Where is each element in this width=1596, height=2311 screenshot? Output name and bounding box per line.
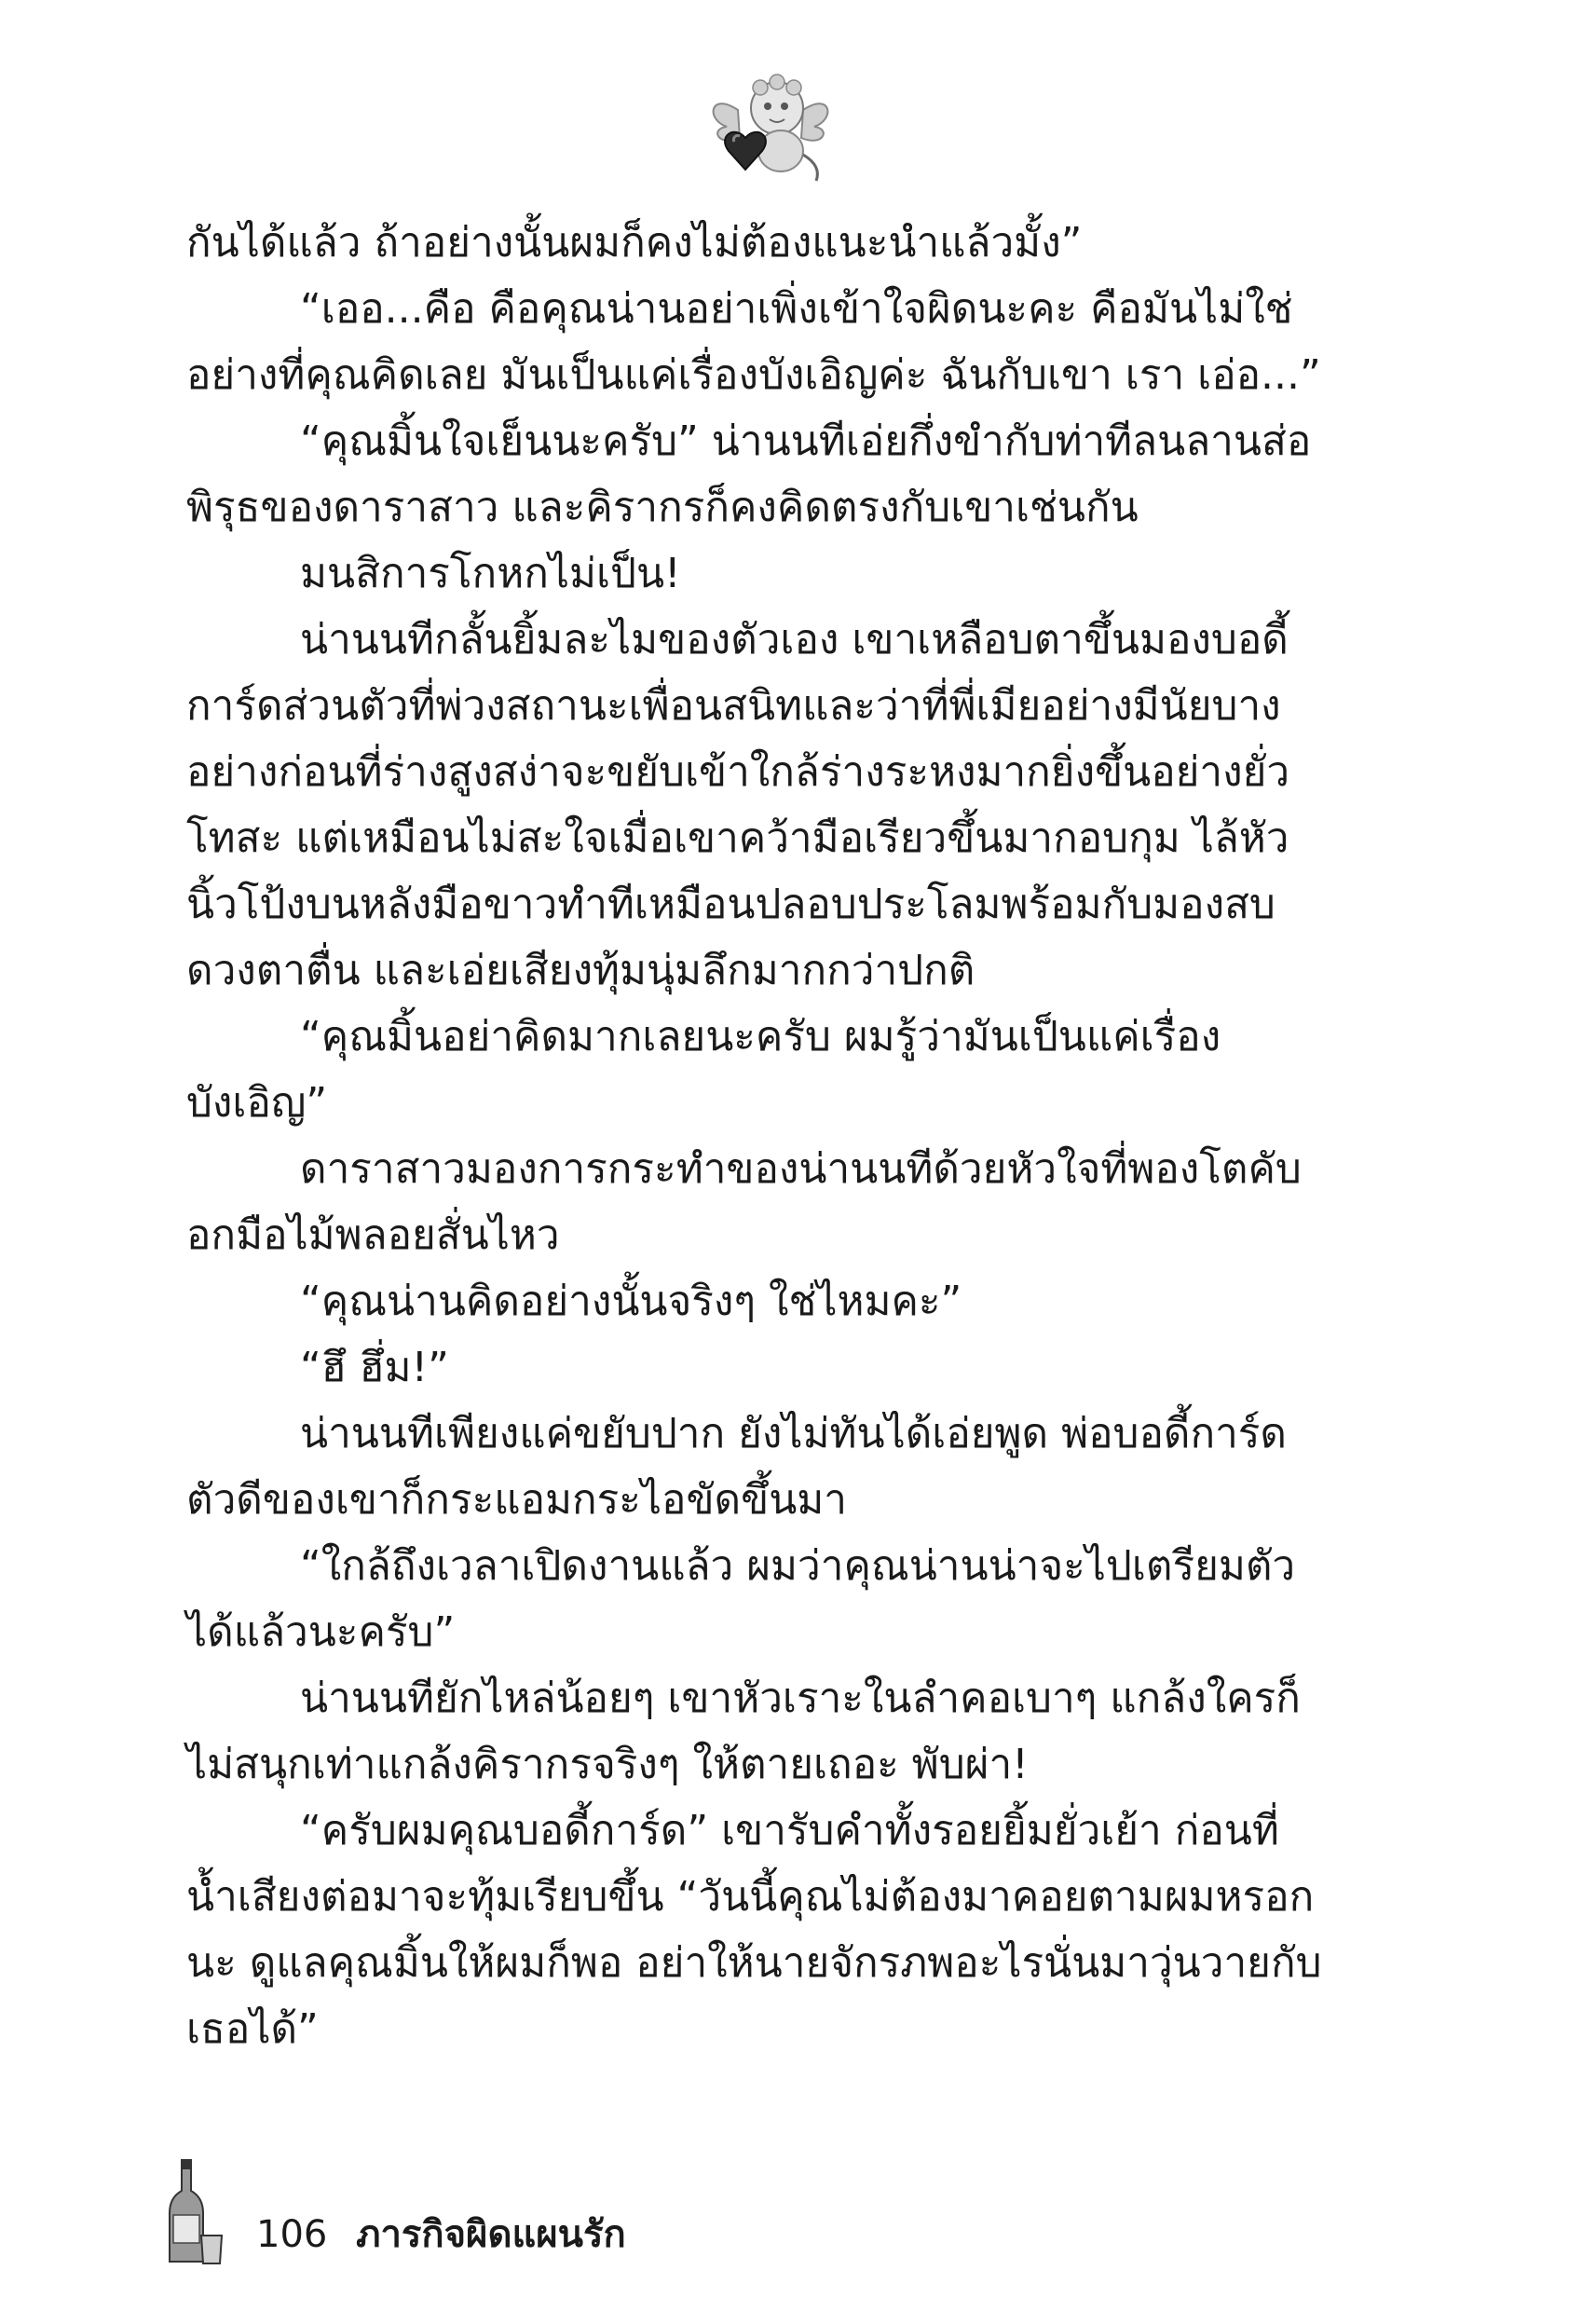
paragraph: ดาราสาวมองการกระทำของน่านนทีด้วยหัวใจที่พองโตคับอกมือไม้พลอยสั่นไหว (186, 1145, 1302, 1259)
paragraph: กันได้แล้ว ถ้าอย่างนั้นผมก็คงไม่ต้องแนะนำแล้วมั้ง” (186, 219, 1083, 267)
cupid-heart-icon (701, 73, 840, 185)
paragraph: “เออ...คือ คือคุณน่านอย่าเพิ่งเข้าใจผิดนะคะ คือมันไม่ใช่อย่างที่คุณคิดเลย มันเป็นแค่เรื่องบังเอิญค่ะ ฉันกับเขา เรา เอ่อ...” (186, 285, 1321, 399)
paragraph: น่านนทีเพียงแค่ขยับปาก ยังไม่ทันได้เอ่ยพูด พ่อบอดี้การ์ดตัวดีของเขาก็กระแอมกระไอขัดขึ้นมา (186, 1410, 1288, 1524)
page-number: 106 (256, 2213, 328, 2256)
paragraph: “คุณมิ้นอย่าคิดมากเลยนะครับ ผมรู้ว่ามันเป็นแค่เรื่องบังเอิญ” (186, 1013, 1221, 1127)
body-text (186, 210, 1323, 2062)
book-title: ภารกิจผิดแผนรัก (356, 2213, 626, 2256)
paragraph: “คุณมิ้นใจเย็นนะครับ” น่านนทีเอ่ยกึ่งขำกับท่าทีลนลานส่อพิรุธของดาราสาว และคิรากรก็คงคิดตรงกับเขาเช่นกัน (186, 417, 1312, 531)
paragraph: น่านนทีกลั้นยิ้มละไมของตัวเอง เขาเหลือบตาขึ้นมองบอดี้การ์ดส่วนตัวที่พ่วงสถานะเพื่อนสนิทและว่าที่พี่เมียอย่างมีนัยบางอย่างก่อนที่ร่างสูงสง่าจะขยับเข้าใกล้ร่างระหงมากยิ่งขึ้นอย่างยั่วโทสะ แต่เหมือนไม่สะใจเมื่อเขาคว้ามือเรียวขึ้นมากอบกุม ไล้หัวนิ้วโป้งบนหลังมือขาวทำทีเหมือนปลอบประโลมพร้อมกับมองสบดวงตาตื่น และเอ่ยเสียงทุ้มนุ่มลึกมากกว่าปกติ (186, 616, 1290, 994)
page-footer (168, 2157, 913, 2269)
paragraph: “ใกล้ถึงเวลาเปิดงานแล้ว ผมว่าคุณน่านน่าจะไปเตรียมตัวได้แล้วนะครับ” (186, 1542, 1296, 1656)
paragraph: “คุณน่านคิดอย่างนั้นจริงๆ ใช่ไหมคะ” (300, 1278, 962, 1325)
paragraph: มนสิการโกหกไม่เป็น! (300, 550, 681, 597)
bottle-glass-icon (168, 2157, 224, 2269)
paragraph: “ครับผมคุณบอดี้การ์ด” เขารับคำทั้งรอยยิ้มยั่วเย้า ก่อนที่น้ำเสียงต่อมาจะทุ้มเรียบขึ้น “วันนี้คุณไม่ต้องมาคอยตามผมหรอกนะ ดูแลคุณมิ้นให้ผมก็พอ อย่าให้นายจักรภพอะไรนั่นมาวุ่นวายกับเธอได้” (186, 1807, 1322, 2053)
paragraph: “ฮึ ฮึ่ม!” (300, 1344, 449, 1391)
paragraph: น่านนทียักไหล่น้อยๆ เขาหัวเราะในลำคอเบาๆ แกล้งใครก็ไม่สนุกเท่าแกล้งคิรากรจริงๆ ให้ตายเถอะ พับผ่า! (186, 1675, 1301, 1788)
